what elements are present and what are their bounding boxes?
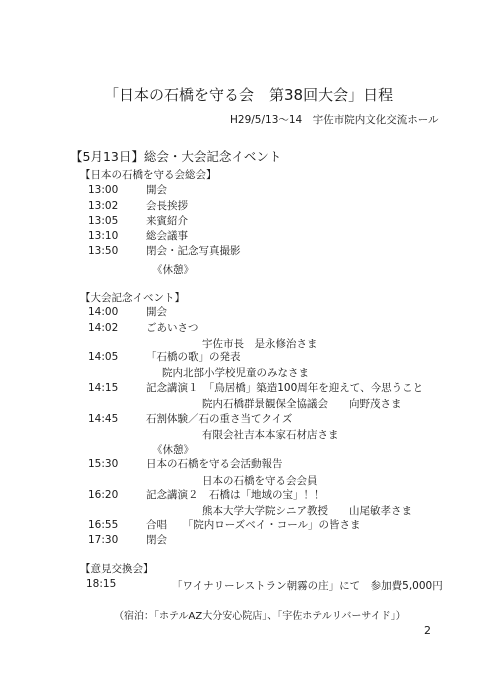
row-item: 開会 [146, 306, 167, 318]
row-time: 16:20 [88, 489, 119, 501]
row-item: 来賓紹介 [146, 215, 188, 227]
row-item: 日本の石橋を守る会活動報告 [146, 458, 283, 470]
event-label: 【大会記念イベント】 [80, 292, 185, 304]
row-time: 14:00 [88, 306, 119, 318]
row-item: 閉会・記念写真撮影 [146, 245, 241, 257]
row-item: 閉会 [146, 534, 167, 546]
row-time: 16:55 [88, 519, 119, 531]
break-note: 《休憩》 [152, 264, 194, 276]
row-item: 総会議事 [146, 230, 188, 242]
row-item: 「石橋の歌」の発表 [146, 351, 241, 363]
page-number: 2 [424, 624, 431, 637]
row-time: 14:15 [88, 382, 119, 394]
break-note: 《休憩》 [152, 444, 194, 456]
row-time: 17:30 [88, 534, 119, 546]
row-time: 14:02 [88, 322, 119, 334]
page-title: 「日本の石橋を守る会 第38回大会」日程 [104, 86, 394, 104]
row-item: 会長挨拶 [146, 200, 188, 212]
stone-company: 有限会社吉本本家石材店さま [202, 429, 339, 441]
row-time: 15:30 [88, 458, 119, 470]
row-time: 13:50 [88, 245, 119, 257]
lecture1-speaker: 院内石橋群景観保全協議会 向野茂さま [202, 398, 402, 410]
greeting-speaker: 宇佐市長 是永修治さま [202, 338, 318, 350]
row-time: 14:45 [88, 413, 119, 425]
report-speaker: 日本の石橋を守る会会員 [202, 475, 318, 487]
row-time: 13:05 [88, 215, 119, 227]
row-time: 14:05 [88, 351, 119, 363]
row-item: 記念講演１ 「鳥居橋」築造100周年を迎えて、今思うこと [146, 382, 424, 394]
lecture2-speaker: 熊本大学大学院シニア教授 山尾敏孝さま [202, 505, 412, 517]
row-time: 13:02 [88, 200, 119, 212]
row-item: 記念講演２ 石橋は「地域の宝」！！ [146, 489, 325, 501]
song-performers: 院内北部小学校児童のみなさま [162, 367, 309, 379]
exchange-label: 【意見交換会】 [80, 563, 154, 575]
exchange-detail: 「ワイナリーレストラン朝霧の庄」にて 参加費5,000円 [172, 580, 443, 592]
row-item: 石割体験／石の重さ当てクイズ [146, 413, 293, 425]
lodging-note: （宿泊：「ホテルAZ大分安心院店」、「宇佐ホテルリバーサイド」） [114, 611, 406, 622]
row-item: 合唱 「院内ローズベイ・コール」の皆さま [146, 519, 361, 531]
row-time: 13:00 [88, 184, 119, 196]
general-meeting-label: 【日本の石橋を守る会総会】 [80, 169, 217, 181]
day-heading: 【5月13日】総会・大会記念イベント [70, 149, 282, 164]
exchange-time: 18:15 [86, 578, 117, 590]
date-venue: H29/5/13〜14 宇佐市院内文化交流ホール [230, 114, 439, 126]
row-time: 13:10 [88, 230, 119, 242]
row-item: ごあいさつ [146, 322, 199, 334]
row-item: 開会 [146, 184, 167, 196]
